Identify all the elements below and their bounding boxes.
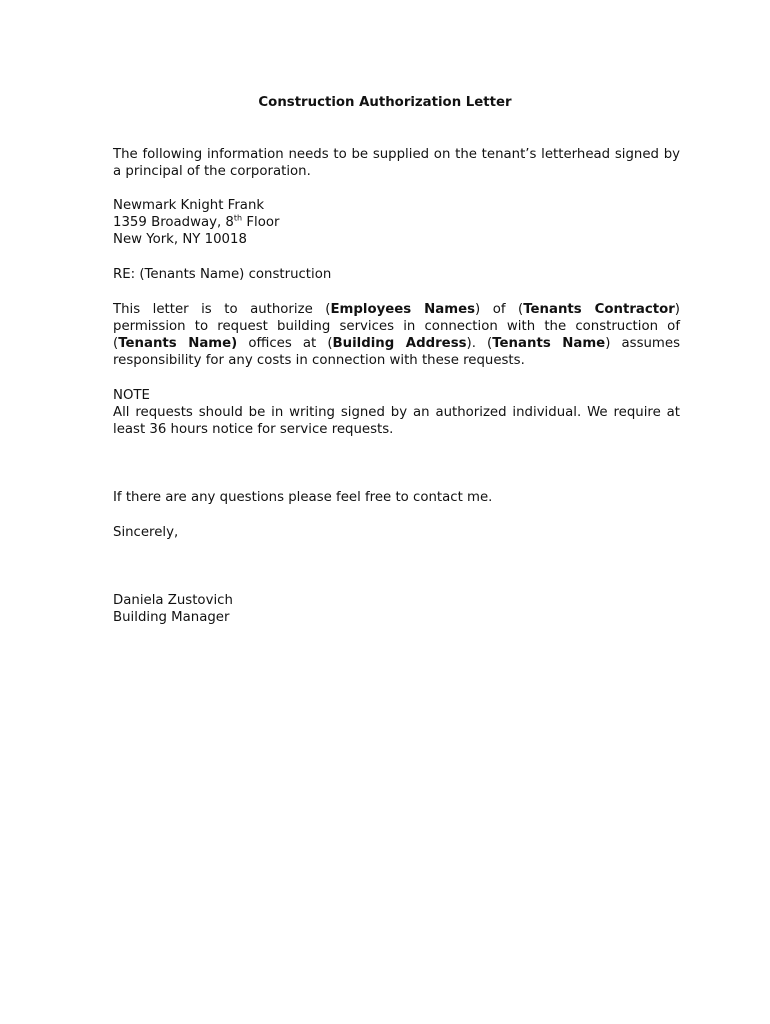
address-city: New York, NY 10018 (113, 232, 247, 247)
questions-line: If there are any questions please feel free to contact me. (113, 490, 493, 505)
note-heading: NOTE (113, 388, 150, 403)
note-text: All requests should be in writing signed by an authorized individual. We require at least 36 hours notice for service requests. (113, 405, 680, 437)
signature-role: Building Manager (113, 610, 230, 625)
letter-title: Construction Authorization Letter (258, 95, 512, 110)
signature-name: Daniela Zustovich (113, 593, 233, 608)
re-line: RE: (Tenants Name) construction (113, 267, 332, 282)
closing: Sincerely, (113, 525, 179, 540)
body-paragraph: This letter is to authorize (Employees Names) of (Tenants Contractor) permission to request building services in connection with the construction of (Tenants Name) offices at (Building Address). (Tenants Name) assumes responsibility for any costs in connection with these requests. (113, 302, 680, 368)
address-street: 1359 Broadway, 8th Floor (113, 213, 280, 230)
signature-block (113, 592, 680, 626)
address-company: Newmark Knight Frank (113, 198, 265, 213)
recipient-address (113, 197, 680, 248)
intro-paragraph: The following information needs to be supplied on the tenant’s letterhead signed by a principal of the corporation. (113, 147, 680, 179)
